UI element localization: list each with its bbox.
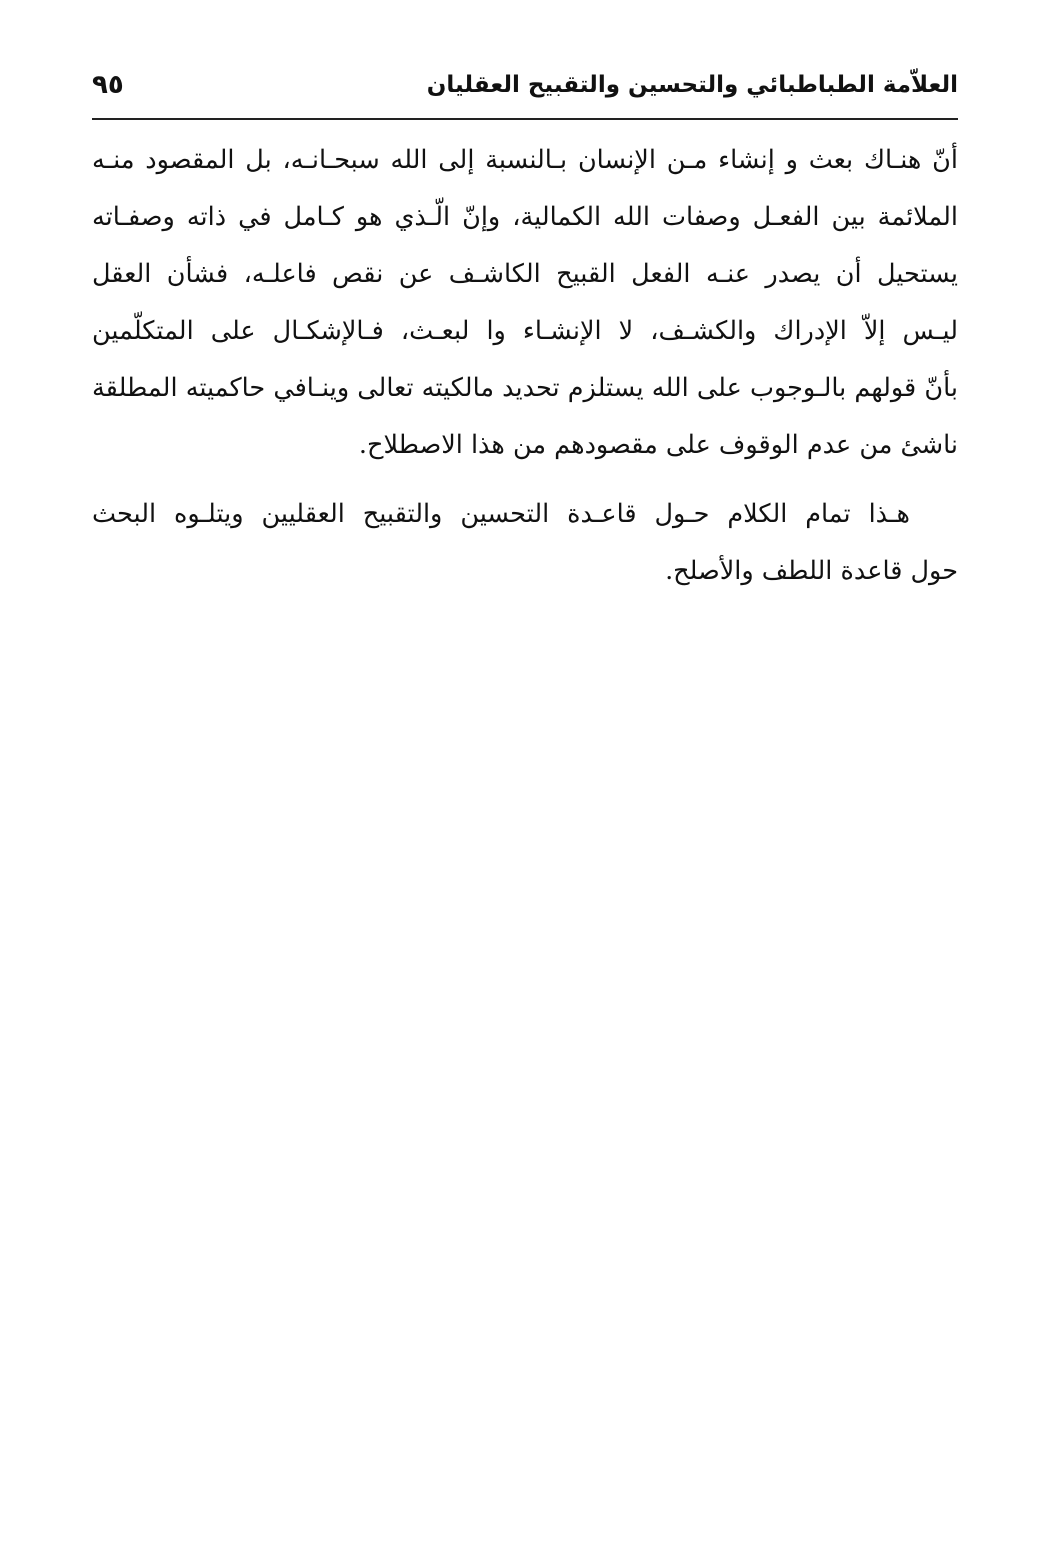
- paragraph-1: [92, 132, 958, 474]
- page-number: ٩٥: [92, 70, 124, 100]
- text-line: ليـس إلاّ الإدراك والكشـف، لا الإنشـاء وا لبعـث، فـالإشكـال على المتكلّمين: [92, 316, 958, 346]
- text-line: بأنّ قولهم بالـوجوب على الله يستلزم تحديد مالكيته تعالى وينـافي حاكميته المطلقة: [92, 373, 958, 403]
- running-header: [92, 62, 958, 110]
- paragraph-2: [92, 486, 958, 600]
- text-line: حول قاعدة اللطف والأصلح.: [665, 556, 958, 586]
- header-rule: [92, 118, 958, 120]
- text-line: يستحيل أن يصدر عنـه الفعل القبيح الكاشـف عن نقص فاعلـه، فشأن العقل: [92, 259, 958, 289]
- text-line: هـذا تمام الكلام حـول قاعـدة التحسين والتقبيح العقليين ويتلـوه البحث: [92, 499, 910, 529]
- running-title: العلاّمة الطباطبائي والتحسين والتقبيح العقليان: [426, 72, 958, 98]
- text-line: أنّ هنـاك بعث و إنشاء مـن الإنسان بـالنسبة إلى الله سبحـانـه، بل المقصود منـه: [92, 145, 958, 175]
- body-text: [92, 132, 958, 600]
- text-line: الملائمة بين الفعـل وصفات الله الكمالية، وإنّ الّـذي هو كـامل في ذاته وصفـاته: [92, 202, 958, 232]
- text-line: ناشئ من عدم الوقوف على مقصودهم من هذا الاصطلاح.: [358, 430, 958, 460]
